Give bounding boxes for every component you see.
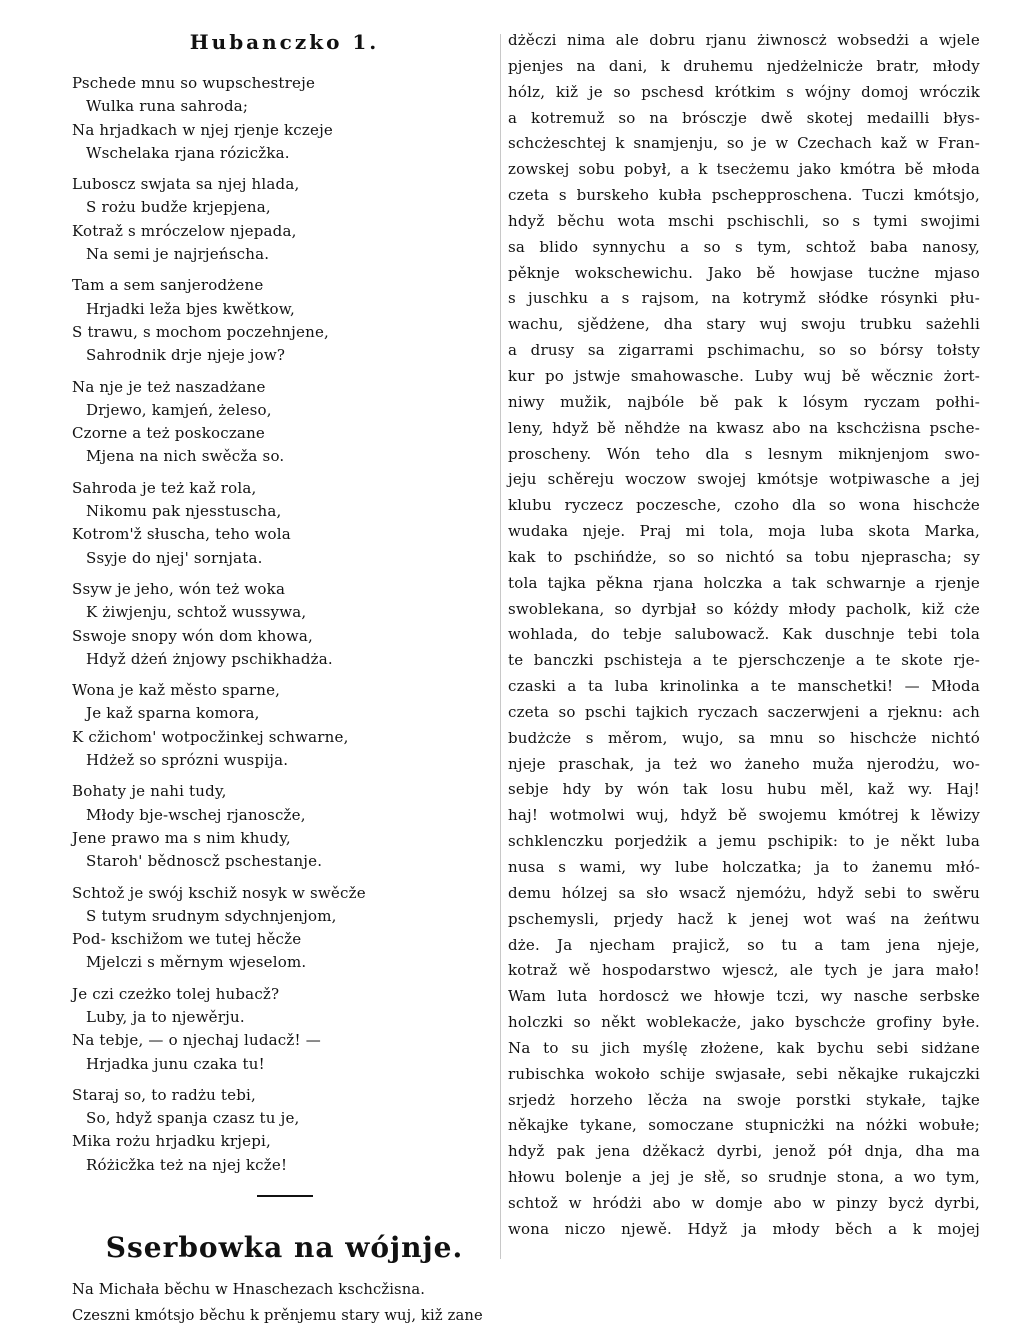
poem-line: K żiwjenju, schtož wussywa,: [86, 603, 307, 622]
article-line: budżcże s měrom, wujo, sa mnu so hischcże nichtó: [508, 728, 980, 747]
article-line: a kotremuž so na brósczje dwě skotej medailli błys-: [508, 108, 980, 127]
poem-line: Staroh' bědnoscž pschestanje.: [86, 852, 323, 871]
poem-line: Wschelaka rjana rózicžka.: [86, 143, 290, 162]
article-line: schtož w hródżi abo w domje abo w pinzy bycż dyrbi,: [508, 1193, 980, 1212]
article-line: Na to su jich myślę złożene, kak bychu sebi sidżane: [508, 1038, 980, 1057]
poem-line: Tam a sem sanjerodżene: [72, 276, 264, 295]
poem-line: Ssyw je jeho, wón też woka: [72, 579, 286, 598]
poem-line: K cžichom' wotpocžinkej schwarne,: [72, 727, 349, 746]
article-line: kak to pschińdże, so so nichtó sa tobu njeprascha; sy: [508, 547, 980, 566]
article-line: wachu, sjědżene, dha stary wuj swoju trubku sażehli: [508, 315, 980, 334]
article-line: schklenczku porjedżik a jemu pschipik: to je někt luba: [508, 832, 980, 851]
article-line: pjenjes na dani, k druhemu njedżelnicże bratr, młody: [508, 56, 980, 75]
poem-line: Na semi je najrjeńscha.: [86, 245, 270, 264]
article-line: te banczki pschisteja a te pjerschczenje a te skote rje-: [508, 651, 980, 670]
poem-line: Luboscz swjata sa njej hlada,: [72, 175, 300, 194]
article-line: Wam luta hordoscż we hłowje tczi, wy nasche serbske: [508, 987, 980, 1006]
poem-line: Na hrjadkach w njej rjenje kczeje: [72, 120, 333, 139]
poem-line: Na tebje, — o njechaj ludacž! —: [72, 1031, 321, 1050]
article-line: czeta s burskeho kubła pschepproschena. Tuczi kmótsjo,: [508, 186, 980, 205]
poem-line: S trawu, s mochom poczehnjene,: [72, 322, 329, 341]
poem-line: S rożu budže krjepjena,: [86, 198, 271, 217]
poem-line: Młody bje-wschej rjanoscže,: [86, 805, 306, 824]
poem-line: Ssyje do njej' sornjata.: [86, 548, 263, 567]
poem-line: Hdyž dżeń żnjowy pschikhadża.: [86, 649, 333, 668]
article-line: jeju schěreju woczow swojej kmótsje wotpiwasche a jej: [508, 470, 980, 489]
stanza: [72, 983, 497, 1076]
poem-line: Je kaž sparna komora,: [86, 704, 260, 723]
poem-line: Sahroda je też kaž rola,: [72, 478, 257, 497]
poem-line: Jene prawo ma s nim khudy,: [72, 828, 291, 847]
poem-line: Je czi czeżko tolej hubacž?: [72, 984, 280, 1003]
poem-line: Pod- kschižom we tutej hěcže: [72, 930, 302, 949]
article-line: swoblekana, so dyrbjał so kóżdy młody pacholk, kiž cże: [508, 599, 980, 618]
article-line: kur po jstwje smahowasche. Luby wuj bě wěczniє żort-: [508, 366, 980, 385]
article-line: rubischka wokoło schije swjasałe, sebi někajke rukajczki: [508, 1064, 980, 1083]
article-line: s juschku a s rajsom, na kotrymž słódke rósynki płu-: [508, 289, 980, 308]
poem-line: Hrjadka junu czaka tu!: [86, 1054, 265, 1073]
article-line: holczki so někt woblekacże, jako byschcże grofiny byłe.: [508, 1013, 980, 1032]
article-line: hłowu bolenje a jej je słě, so srudnje stona, a wo tym,: [508, 1168, 980, 1187]
article-line: pschemysli, prjedy hacž k jenej wot waś na żeńtwu: [508, 909, 980, 928]
article-line: Na Michała běchu w Hnaschezach kschcžisna.: [72, 1281, 426, 1299]
article-line: sa blido synnychu a so s tym, schtož baba nanosy,: [508, 237, 980, 256]
poem-line: Bohaty je nahi tudy,: [72, 782, 227, 801]
stanza: [72, 882, 497, 975]
article-line: njeje praschak, ja też wo żaneho muža njerodżu, wo-: [508, 754, 980, 773]
poem-line: Luby, ja to njewěrju.: [86, 1007, 245, 1026]
poem-line: Wona je kaž město sparne,: [72, 681, 281, 700]
left-column: [72, 28, 497, 1329]
article-line: a drusy sa zigarrami pschimachu, so so bórsy tołsty: [508, 341, 980, 360]
poem-line: Na nje je też naszadżane: [72, 377, 266, 396]
article-line: hólz, kiž je so pschesd krótkim s wójny domoj wróczik: [508, 82, 980, 101]
poem-line: Sahrodnik drje njeje jow?: [86, 346, 286, 365]
article-line: srjedż horzeho lěcża na swoje porstki stykałe, tajke: [508, 1090, 980, 1109]
poem-line: Drjewo, kamjeń, żeleso,: [86, 400, 272, 419]
article-line: czeta so pschi tajkich ryczach saczerwjeni a rjeknu: ach: [508, 702, 980, 721]
article-line: hdyž běchu wota mschi pschischli, so s tymi swojimi: [508, 211, 980, 230]
article-line: dże. Ja njecham prajicž, so tu a tam jena njeje,: [508, 935, 980, 954]
poem-line: Hrjadki leža bjes kwětkow,: [86, 299, 295, 318]
article-line: hdyž pak jena dżěkacż dyrbi, jenož pół dnja, dha ma: [508, 1142, 980, 1161]
article-body-left: [72, 1277, 497, 1329]
article-line: czaski a ta luba krinolinka a te manschetki! — Młoda: [508, 677, 980, 696]
article-line: klubu ryczecz poczesche, czoho dla so wona hischcże: [508, 496, 980, 515]
article-line: niwy mužik, najbóle bě pak k lósym ryczam połhi-: [508, 392, 980, 411]
article-line: wudaka njeje. Praj mi tola, moja luba skota Marka,: [508, 522, 980, 541]
poem-title: Hubanczko 1.: [189, 30, 380, 54]
article-line: někajke tykane, somoczane stupnicżki na nóżki wobułe;: [508, 1116, 980, 1135]
stanza: [72, 477, 497, 570]
article-line: haj! wotmolwi wuj, hdyž bě swojemu kmótrej k lěwizy: [508, 806, 980, 825]
poem-line: Mjelczi s měrnym wjeselom.: [86, 953, 307, 972]
stanza: [72, 1084, 497, 1177]
stanza: [72, 578, 497, 671]
poem-line: Staraj so, to radżu tebi,: [72, 1085, 256, 1104]
stanza: [72, 780, 497, 873]
poem-line: Pschede mnu so wupschestreje: [72, 74, 316, 92]
poem-line: Hdżež so sprózni wuspija.: [86, 751, 289, 770]
stanza: [72, 274, 497, 367]
article-line: pěknje wokschewichu. Jako bě howjase tucżne mjaso: [508, 263, 980, 282]
article-line: schcżeschtej k snamjenju, so je w Czechach kaž w Fran-: [508, 134, 980, 153]
right-column: [508, 28, 980, 1243]
stanza: [72, 173, 497, 266]
poem-line: Różicžka też na njej kcže!: [86, 1155, 288, 1174]
article-line: wona niczo njewě. Hdyž ja młody běch a k mojej: [508, 1219, 980, 1238]
article-line: proscheny. Wón teho dla s lesnym miknjenjom swo-: [508, 444, 980, 463]
column-divider: [500, 34, 501, 1259]
poem-line: Nikomu pak njesstuscha,: [86, 502, 282, 521]
poem-line: S tutym srudnym sdychnjenjom,: [86, 906, 337, 925]
article-line: dżěczi nima ale dobru rjanu żiwnoscż wobsedżi a wjele: [508, 31, 980, 49]
poem-line: Sswoje snopy wón dom khowa,: [72, 626, 314, 645]
poem-line: Wulka runa sahroda;: [86, 97, 249, 116]
article-line: leny, hdyž bě něhdże na kwasz abo na kschcżisna psche-: [508, 418, 980, 437]
stanza: [72, 376, 497, 469]
poem-line: Czorne a też poskoczane: [72, 424, 266, 443]
article-line: kotraž wě hospodarstwo wjescż, ale tych je jara mało!: [508, 961, 980, 980]
poem-line: Schtož je swój kschiž nosyk w swěcže: [72, 883, 366, 902]
section-separator: [257, 1195, 313, 1197]
article-line: nusa s wami, wy lube holczatka; ja to żanemu młó-: [508, 858, 980, 876]
poem-line: Mika rożu hrjadku krjepi,: [72, 1132, 271, 1151]
article-title: Sserbowka na wójnje.: [105, 1231, 464, 1265]
stanza: [72, 679, 497, 772]
article-line: Czeszni kmótsjo běchu k prěnjemu stary wuj, kiž zane: [72, 1306, 483, 1324]
article-line: demu hólzej sa sło wsacž njemóżu, hdyž sebi to swěru: [508, 883, 980, 902]
article-line: wohlada, do tebje salubowacž. Kak duschnje tebi tola: [508, 625, 980, 644]
poem-line: Kotrom'ž słuscha, teho wola: [72, 525, 291, 544]
poem-line: So, hdyž spanja czasz tu je,: [86, 1109, 300, 1128]
poem-line: Mjena na nich swěcža so.: [86, 447, 285, 466]
article-line: sebje hdy by wón tak losu hubu měl, kaž wy. Haj!: [508, 780, 980, 799]
poem-line: Kotraž s mróczelow njepada,: [72, 221, 297, 240]
article-line: tola tajka pěkna rjana holczka a tak schwarnje a rjenje: [508, 573, 980, 592]
article-line: zowskej sobu pobył, a k tsecżemu jako kmótra bě młoda: [508, 160, 980, 179]
stanza: [72, 72, 497, 165]
